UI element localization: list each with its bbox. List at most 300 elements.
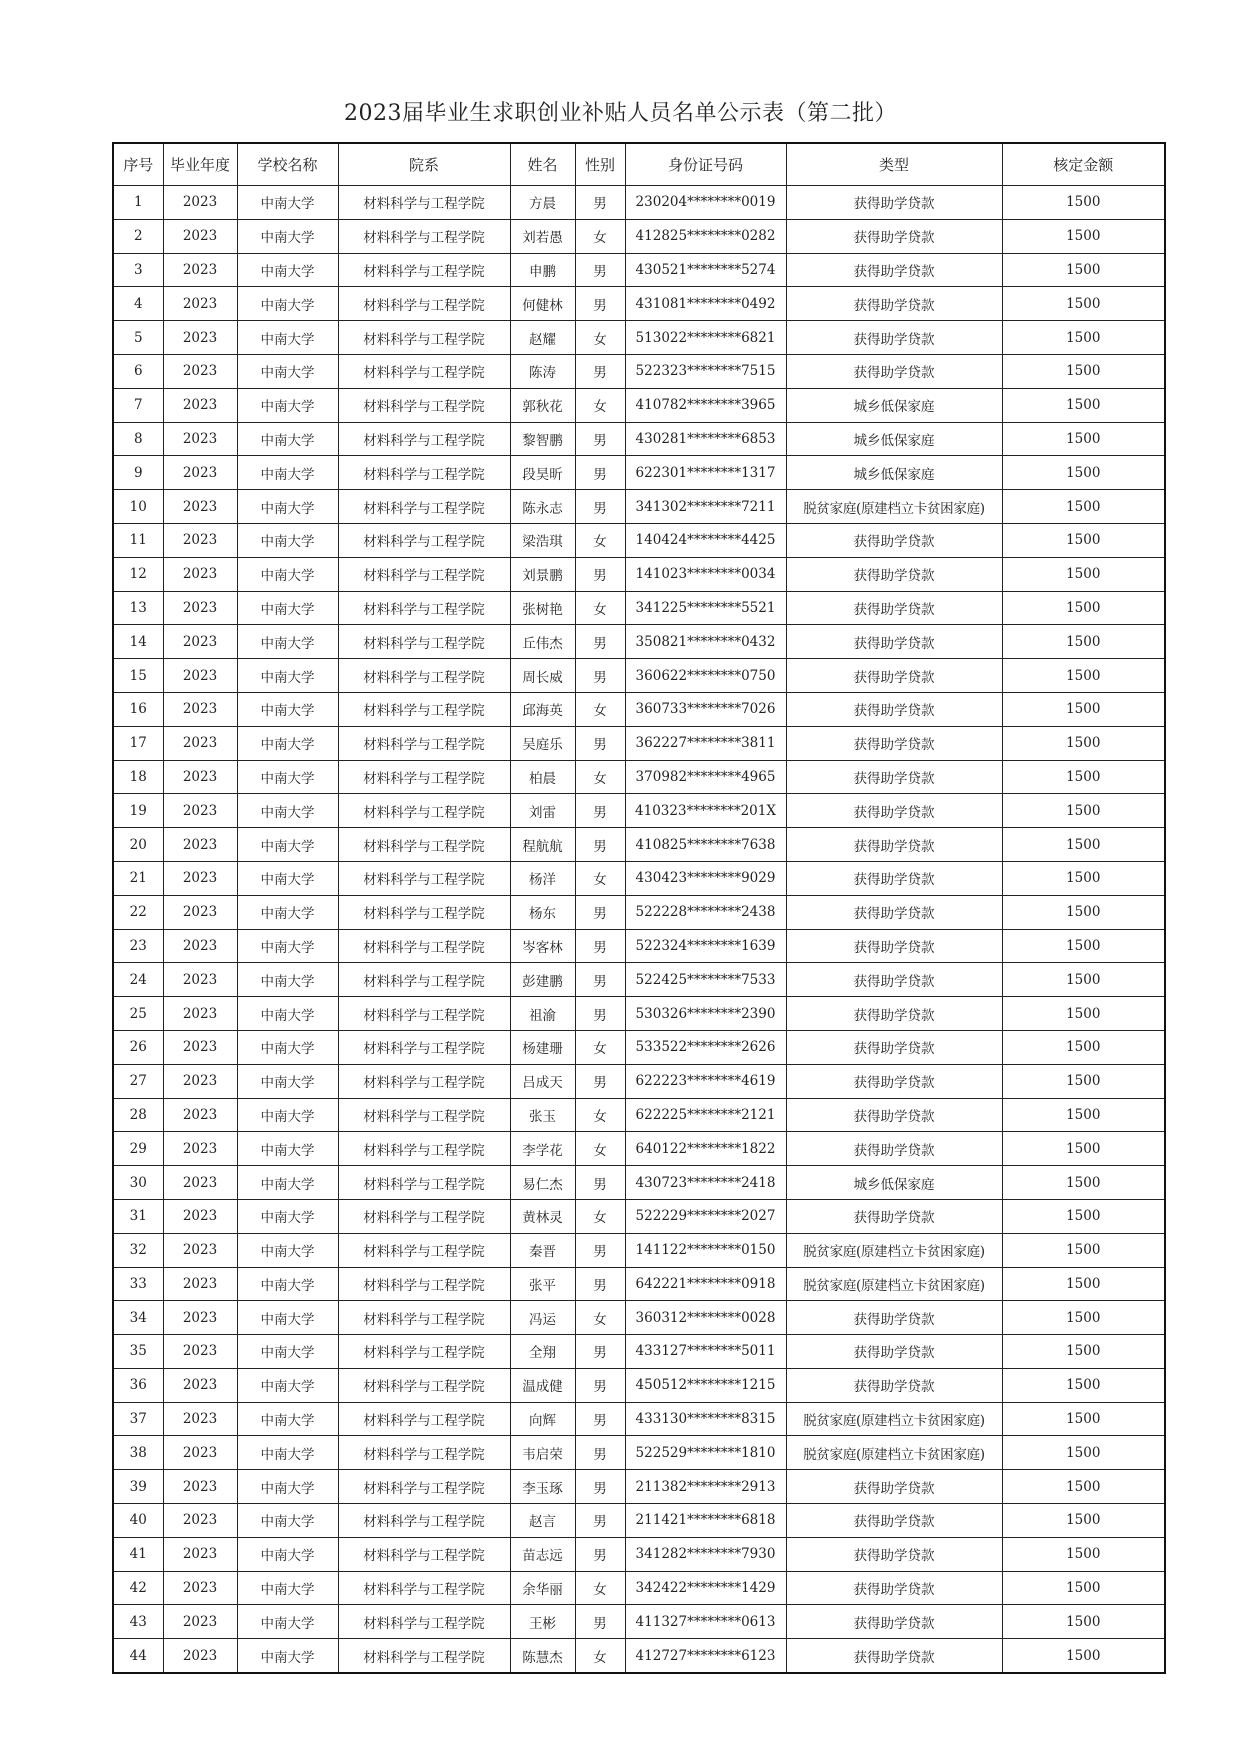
cell-school: 中南大学 [237,1199,338,1233]
cell-year: 2023 [163,1537,237,1571]
cell-school: 中南大学 [237,1537,338,1571]
cell-name: 黎智鹏 [510,422,575,456]
cell-gender: 男 [575,354,625,388]
cell-department: 材料科学与工程学院 [338,828,510,862]
cell-department: 材料科学与工程学院 [338,861,510,895]
cell-type: 获得助学贷款 [786,929,1002,963]
cell-index: 12 [113,557,163,591]
cell-type: 获得助学贷款 [786,625,1002,659]
cell-name: 申鹏 [510,253,575,287]
cell-index: 40 [113,1504,163,1538]
cell-index: 42 [113,1571,163,1605]
cell-department: 材料科学与工程学院 [338,523,510,557]
cell-school: 中南大学 [237,1064,338,1098]
cell-index: 36 [113,1368,163,1402]
cell-gender: 男 [575,557,625,591]
cell-department: 材料科学与工程学院 [338,321,510,355]
table-row [113,1537,1165,1571]
cell-index: 24 [113,963,163,997]
table-row [113,456,1165,490]
cell-year: 2023 [163,1098,237,1132]
table-row [113,321,1165,355]
cell-id-number: 522229********2027 [625,1199,786,1233]
cell-id-number: 360733********7026 [625,692,786,726]
cell-year: 2023 [163,625,237,659]
cell-index: 13 [113,591,163,625]
table-row [113,625,1165,659]
cell-year: 2023 [163,963,237,997]
cell-name: 周长威 [510,659,575,693]
cell-type: 获得助学贷款 [786,1504,1002,1538]
cell-department: 材料科学与工程学院 [338,490,510,524]
cell-index: 5 [113,321,163,355]
cell-school: 中南大学 [237,1233,338,1267]
cell-amount: 1500 [1002,1639,1165,1673]
cell-amount: 1500 [1002,726,1165,760]
cell-name: 陈涛 [510,354,575,388]
cell-amount: 1500 [1002,287,1165,321]
cell-index: 9 [113,456,163,490]
cell-gender: 男 [575,1233,625,1267]
cell-name: 易仁杰 [510,1166,575,1200]
cell-amount: 1500 [1002,1199,1165,1233]
cell-type: 获得助学贷款 [786,1470,1002,1504]
cell-name: 杨建珊 [510,1030,575,1064]
cell-id-number: 412727********6123 [625,1639,786,1673]
cell-gender: 男 [575,1504,625,1538]
table-row [113,1199,1165,1233]
cell-name: 李学花 [510,1132,575,1166]
cell-amount: 1500 [1002,1436,1165,1470]
cell-amount: 1500 [1002,692,1165,726]
cell-id-number: 622301********1317 [625,456,786,490]
cell-type: 城乡低保家庭 [786,456,1002,490]
cell-id-number: 522323********7515 [625,354,786,388]
cell-year: 2023 [163,726,237,760]
cell-type: 获得助学贷款 [786,1368,1002,1402]
cell-amount: 1500 [1002,1402,1165,1436]
cell-id-number: 360312********0028 [625,1301,786,1335]
cell-type: 获得助学贷款 [786,523,1002,557]
cell-year: 2023 [163,794,237,828]
cell-department: 材料科学与工程学院 [338,1199,510,1233]
cell-gender: 男 [575,1064,625,1098]
cell-department: 材料科学与工程学院 [338,625,510,659]
cell-index: 27 [113,1064,163,1098]
cell-index: 38 [113,1436,163,1470]
cell-name: 柏晨 [510,760,575,794]
cell-gender: 男 [575,1402,625,1436]
cell-index: 18 [113,760,163,794]
table-row [113,794,1165,828]
cell-id-number: 430723********2418 [625,1166,786,1200]
cell-department: 材料科学与工程学院 [338,963,510,997]
cell-name: 彭建鹏 [510,963,575,997]
cell-id-number: 411327********0613 [625,1605,786,1639]
cell-gender: 男 [575,186,625,220]
cell-gender: 女 [575,523,625,557]
cell-school: 中南大学 [237,997,338,1031]
table-row [113,1639,1165,1673]
cell-id-number: 211421********6818 [625,1504,786,1538]
cell-amount: 1500 [1002,456,1165,490]
cell-name: 冯运 [510,1301,575,1335]
cell-amount: 1500 [1002,219,1165,253]
cell-amount: 1500 [1002,1064,1165,1098]
cell-index: 19 [113,794,163,828]
cell-name: 方晨 [510,186,575,220]
cell-school: 中南大学 [237,692,338,726]
cell-index: 35 [113,1335,163,1369]
cell-name: 温成健 [510,1368,575,1402]
cell-index: 20 [113,828,163,862]
cell-school: 中南大学 [237,963,338,997]
cell-department: 材料科学与工程学院 [338,388,510,422]
cell-index: 39 [113,1470,163,1504]
cell-index: 26 [113,1030,163,1064]
cell-name: 刘雷 [510,794,575,828]
cell-name: 丘伟杰 [510,625,575,659]
table-row [113,861,1165,895]
cell-school: 中南大学 [237,1504,338,1538]
cell-name: 杨东 [510,895,575,929]
cell-name: 吕成天 [510,1064,575,1098]
cell-index: 22 [113,895,163,929]
table-row [113,1064,1165,1098]
cell-amount: 1500 [1002,997,1165,1031]
cell-type: 获得助学贷款 [786,219,1002,253]
header-school: 学校名称 [237,143,338,186]
header-amount: 核定金额 [1002,143,1165,186]
cell-name: 邱海英 [510,692,575,726]
cell-department: 材料科学与工程学院 [338,760,510,794]
cell-id-number: 522228********2438 [625,895,786,929]
cell-type: 获得助学贷款 [786,726,1002,760]
cell-school: 中南大学 [237,895,338,929]
cell-department: 材料科学与工程学院 [338,1098,510,1132]
cell-gender: 女 [575,1098,625,1132]
table-row [113,1605,1165,1639]
cell-department: 材料科学与工程学院 [338,1605,510,1639]
cell-index: 17 [113,726,163,760]
cell-id-number: 412825********0282 [625,219,786,253]
cell-type: 获得助学贷款 [786,557,1002,591]
cell-school: 中南大学 [237,287,338,321]
cell-department: 材料科学与工程学院 [338,1402,510,1436]
table-row [113,523,1165,557]
cell-school: 中南大学 [237,625,338,659]
table-row [113,1470,1165,1504]
cell-index: 16 [113,692,163,726]
cell-index: 23 [113,929,163,963]
cell-amount: 1500 [1002,1504,1165,1538]
table-row [113,219,1165,253]
cell-type: 获得助学贷款 [786,1132,1002,1166]
cell-name: 张平 [510,1267,575,1301]
cell-name: 全翔 [510,1335,575,1369]
cell-gender: 男 [575,490,625,524]
cell-name: 刘若愚 [510,219,575,253]
cell-school: 中南大学 [237,490,338,524]
header-type: 类型 [786,143,1002,186]
cell-department: 材料科学与工程学院 [338,1030,510,1064]
cell-name: 梁浩琪 [510,523,575,557]
table-row [113,1166,1165,1200]
cell-school: 中南大学 [237,929,338,963]
cell-department: 材料科学与工程学院 [338,591,510,625]
cell-amount: 1500 [1002,794,1165,828]
cell-year: 2023 [163,1301,237,1335]
cell-gender: 女 [575,861,625,895]
header-index: 序号 [113,143,163,186]
cell-year: 2023 [163,1470,237,1504]
cell-department: 材料科学与工程学院 [338,354,510,388]
cell-department: 材料科学与工程学院 [338,1368,510,1402]
cell-year: 2023 [163,1064,237,1098]
cell-year: 2023 [163,523,237,557]
cell-gender: 男 [575,963,625,997]
cell-name: 张玉 [510,1098,575,1132]
cell-id-number: 370982********4965 [625,760,786,794]
cell-id-number: 433130********8315 [625,1402,786,1436]
cell-year: 2023 [163,1436,237,1470]
cell-year: 2023 [163,1571,237,1605]
cell-school: 中南大学 [237,1132,338,1166]
cell-amount: 1500 [1002,321,1165,355]
cell-gender: 男 [575,287,625,321]
cell-amount: 1500 [1002,963,1165,997]
cell-index: 7 [113,388,163,422]
cell-year: 2023 [163,929,237,963]
cell-name: 陈永志 [510,490,575,524]
cell-gender: 男 [575,1368,625,1402]
document-title: 2023届毕业生求职创业补贴人员名单公示表（第二批） [344,101,897,126]
cell-gender: 男 [575,895,625,929]
cell-gender: 男 [575,1166,625,1200]
cell-type: 获得助学贷款 [786,1064,1002,1098]
cell-school: 中南大学 [237,828,338,862]
cell-amount: 1500 [1002,1470,1165,1504]
cell-name: 苗志远 [510,1537,575,1571]
cell-school: 中南大学 [237,794,338,828]
cell-school: 中南大学 [237,1639,338,1673]
cell-amount: 1500 [1002,861,1165,895]
table-row [113,388,1165,422]
cell-department: 材料科学与工程学院 [338,186,510,220]
cell-id-number: 622225********2121 [625,1098,786,1132]
cell-year: 2023 [163,997,237,1031]
cell-index: 14 [113,625,163,659]
cell-id-number: 430521********5274 [625,253,786,287]
cell-type: 获得助学贷款 [786,354,1002,388]
table-row [113,1132,1165,1166]
cell-gender: 男 [575,1470,625,1504]
cell-gender: 男 [575,1605,625,1639]
cell-name: 余华丽 [510,1571,575,1605]
cell-type: 获得助学贷款 [786,659,1002,693]
table-row [113,186,1165,220]
header-gender: 性别 [575,143,625,186]
cell-name: 刘景鹏 [510,557,575,591]
cell-department: 材料科学与工程学院 [338,1470,510,1504]
cell-id-number: 622223********4619 [625,1064,786,1098]
cell-school: 中南大学 [237,523,338,557]
table-row [113,253,1165,287]
table-row [113,929,1165,963]
cell-year: 2023 [163,321,237,355]
cell-type: 获得助学贷款 [786,1030,1002,1064]
table-row [113,1504,1165,1538]
cell-year: 2023 [163,1267,237,1301]
cell-gender: 男 [575,828,625,862]
cell-type: 获得助学贷款 [786,760,1002,794]
cell-year: 2023 [163,422,237,456]
cell-year: 2023 [163,1402,237,1436]
table-row [113,1030,1165,1064]
cell-name: 陈慧杰 [510,1639,575,1673]
cell-year: 2023 [163,388,237,422]
cell-name: 杨洋 [510,861,575,895]
cell-index: 25 [113,997,163,1031]
cell-type: 获得助学贷款 [786,963,1002,997]
cell-gender: 女 [575,1571,625,1605]
cell-name: 郭秋花 [510,388,575,422]
cell-gender: 女 [575,591,625,625]
cell-department: 材料科学与工程学院 [338,1166,510,1200]
header-department: 院系 [338,143,510,186]
cell-index: 34 [113,1301,163,1335]
cell-gender: 女 [575,1030,625,1064]
cell-gender: 男 [575,1537,625,1571]
cell-amount: 1500 [1002,1267,1165,1301]
cell-school: 中南大学 [237,591,338,625]
cell-id-number: 341225********5521 [625,591,786,625]
cell-name: 岑客林 [510,929,575,963]
cell-department: 材料科学与工程学院 [338,1335,510,1369]
cell-year: 2023 [163,591,237,625]
cell-index: 6 [113,354,163,388]
cell-gender: 男 [575,794,625,828]
cell-year: 2023 [163,1199,237,1233]
table-row [113,1368,1165,1402]
cell-year: 2023 [163,828,237,862]
cell-id-number: 533522********2626 [625,1030,786,1064]
table-row [113,422,1165,456]
cell-id-number: 360622********0750 [625,659,786,693]
cell-amount: 1500 [1002,1098,1165,1132]
cell-name: 王彬 [510,1605,575,1639]
cell-department: 材料科学与工程学院 [338,557,510,591]
cell-school: 中南大学 [237,1605,338,1639]
cell-type: 脱贫家庭(原建档立卡贫困家庭) [786,1402,1002,1436]
cell-type: 获得助学贷款 [786,1537,1002,1571]
cell-name: 吴庭乐 [510,726,575,760]
cell-department: 材料科学与工程学院 [338,1504,510,1538]
cell-amount: 1500 [1002,929,1165,963]
cell-index: 8 [113,422,163,456]
table-row [113,1436,1165,1470]
table-row [113,591,1165,625]
cell-gender: 女 [575,760,625,794]
cell-department: 材料科学与工程学院 [338,659,510,693]
cell-id-number: 410323********201X [625,794,786,828]
cell-school: 中南大学 [237,456,338,490]
cell-year: 2023 [163,1132,237,1166]
cell-department: 材料科学与工程学院 [338,219,510,253]
cell-school: 中南大学 [237,1368,338,1402]
cell-gender: 男 [575,726,625,760]
cell-year: 2023 [163,760,237,794]
header-name: 姓名 [510,143,575,186]
cell-gender: 男 [575,1267,625,1301]
cell-gender: 女 [575,1639,625,1673]
table-row [113,354,1165,388]
cell-school: 中南大学 [237,388,338,422]
cell-school: 中南大学 [237,1436,338,1470]
cell-id-number: 410825********7638 [625,828,786,862]
cell-amount: 1500 [1002,1571,1165,1605]
cell-school: 中南大学 [237,1301,338,1335]
cell-department: 材料科学与工程学院 [338,895,510,929]
cell-school: 中南大学 [237,253,338,287]
cell-year: 2023 [163,186,237,220]
cell-type: 城乡低保家庭 [786,1166,1002,1200]
cell-gender: 男 [575,253,625,287]
cell-type: 获得助学贷款 [786,692,1002,726]
cell-amount: 1500 [1002,253,1165,287]
cell-year: 2023 [163,557,237,591]
cell-amount: 1500 [1002,1301,1165,1335]
table-row [113,490,1165,524]
cell-gender: 女 [575,692,625,726]
cell-name: 韦启荣 [510,1436,575,1470]
cell-amount: 1500 [1002,523,1165,557]
table-row [113,997,1165,1031]
cell-school: 中南大学 [237,219,338,253]
cell-type: 获得助学贷款 [786,253,1002,287]
cell-year: 2023 [163,1233,237,1267]
cell-school: 中南大学 [237,321,338,355]
cell-index: 37 [113,1402,163,1436]
cell-gender: 男 [575,422,625,456]
cell-id-number: 350821********0432 [625,625,786,659]
cell-id-number: 341282********7930 [625,1537,786,1571]
cell-type: 获得助学贷款 [786,1639,1002,1673]
table-row [113,1098,1165,1132]
cell-department: 材料科学与工程学院 [338,726,510,760]
cell-gender: 女 [575,1301,625,1335]
cell-type: 获得助学贷款 [786,321,1002,355]
cell-id-number: 433127********5011 [625,1335,786,1369]
table-row [113,1335,1165,1369]
cell-department: 材料科学与工程学院 [338,794,510,828]
cell-gender: 女 [575,321,625,355]
cell-year: 2023 [163,253,237,287]
cell-year: 2023 [163,895,237,929]
cell-amount: 1500 [1002,828,1165,862]
cell-index: 31 [113,1199,163,1233]
cell-type: 获得助学贷款 [786,997,1002,1031]
cell-index: 44 [113,1639,163,1673]
cell-amount: 1500 [1002,625,1165,659]
cell-name: 赵耀 [510,321,575,355]
cell-gender: 男 [575,1436,625,1470]
cell-amount: 1500 [1002,1335,1165,1369]
cell-year: 2023 [163,456,237,490]
cell-gender: 男 [575,1335,625,1369]
cell-id-number: 342422********1429 [625,1571,786,1605]
cell-index: 15 [113,659,163,693]
